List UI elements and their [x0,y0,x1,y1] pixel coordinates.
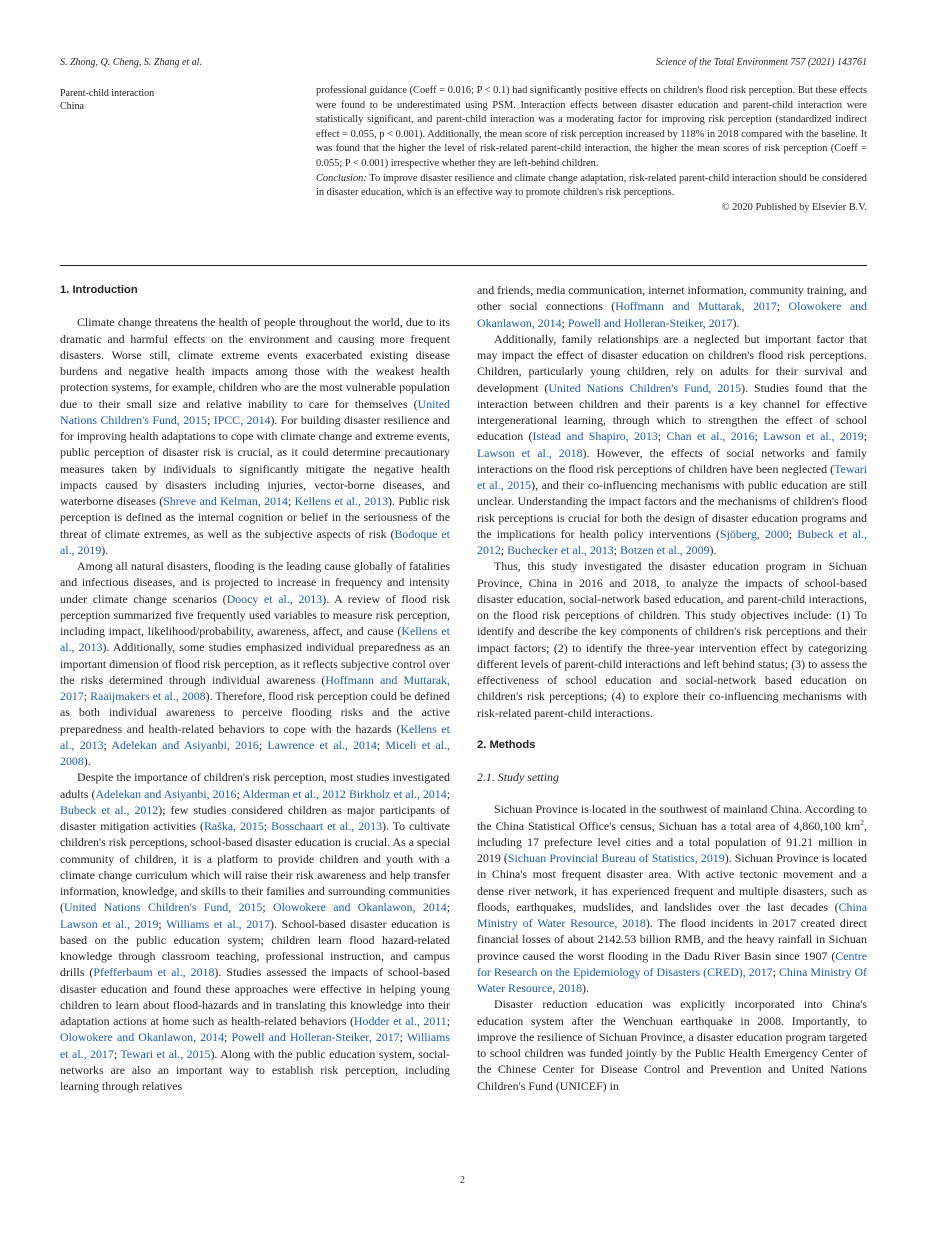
body-paragraph: Among all natural disasters, flooding is the leading cause globally of fatalities and infectious diseases, and is projected to increase in frequency and intensity under climate change scenarios (Doocy et al., 2013). A review of flood risk perception summarized five frequently used variables to measure risk perception, including impact, likelihood/probability, awareness, affect, and cause (Kellens et al., 2013). Additionally, some studies emphasized individual preparedness as an important dimension of flood risk perception, as it reflects subjective control over the risks determined through individual awareness (Hoffmann and Muttarak, 2017; Raaijmakers et al., 2008). Therefore, flood risk perception could be defined as both individual awareness to perceive flooding risks and the active preparedness and health-related behaviors to cope with the hazards (Kellens et al., 2013; Adelekan and Asiyanbi, 2016; Lawrence et al., 2014; Miceli et al., 2008). [60,559,451,768]
body-paragraph: Climate change threatens the health of people throughout the world, due to its dramatic and harmful effects on the environment and causing more frequent disasters. Worse still, climate extreme events exacerbated existing disease burdens and negative health impacts among those with the weakest health protection systems, for example, children who are the most vulnerable population due to their small size and relative inability to care for themselves (United Nations Children's Fund, 2015; IPCC, 2014). For building disaster resilience and for improving health adaptations to cope with climate change and extreme events, public perception of disaster risk is crucial, as it could determine precautionary measures taken by individuals to significantly mitigate the negative health impacts caused by disasters including injuries, vector-borne diseases, and waterborne diseases (Shreve and Kelman, 2014; Kellens et al., 2013). Public risk perception is defined as the internal cognition or belief in the seriousness of the threat of climate extremes, as well as the subjective aspects of risk (Bodoque et al., 2019). [60,315,450,557]
citation-link[interactable]: Hoffmann and Muttarak, 2017 [60,672,451,703]
citation-link[interactable]: Centre for Research on the Epidemiology of Disasters (CRED), 2017 [477,948,867,979]
citation-link[interactable]: Botzen et al., 2009 [620,543,710,557]
citation-link[interactable]: Bosschaart et al., 2013 [271,819,383,833]
citation-link[interactable]: Olowokere and Okanlawon, 2014 [477,299,867,330]
abstract-results: professional guidance (Coeff = 0.016; P < 0.1) had significantly positive effects on children's flood risk perception. But these effects were found to be underestimated using PSM. Interaction effects between disaster education and parent-child interaction were statistically significant, and parent-child interaction was a moderating factor for improving risk perception (standardized indirect effect = 0.055, p < 0.001). Additionally, the mean score of risk perception increased by 118% in 2018 compared with the baseline. It was found that the higher the level of risk-related parent-child interaction, the higher the mean scores of risk perception (Coeff = 0.055; P < 0.001) irrespective whether they are left-behind children. [316,85,867,169]
copyright: © 2020 Published by Elsevier B.V. [721,201,867,213]
body-paragraph: Additionally, family relationships are a neglected but important factor that may impact the effect of disaster education on children's flood risk perceptions. Children, particularly young children, rely on adults for their survival and development (United Nations Children's Fund, 2015). Studies found that the interaction between children and their parents is a key channel for effective intergenerational learning, through which to strengthen the effect of school education (Istead and Shapiro, 2013; Chan et al., 2016; Lawson et al., 2019; Lawson et al., 2018). However, the effects of social networks and family interactions on the flood risk perceptions of children have been neglected (Tewari et al., 2015), and their co-influencing mechanisms with public education are still unclear. Understanding the impact factors and the mechanisms of children's flood risk perceptions is crucial for both the design of disaster education programs and the implications for health policy interventions (Sjöberg, 2000; Bubeck et al., 2012; Buchecker et al., 2013; Botzen et al., 2009). [477,331,868,557]
body-paragraph: Despite the importance of children's risk perception, most studies investigated adults (Adelekan and Asiyanbi, 2016; Alderman et al., 2012 Birkholz et al., 2014; Bubeck et al., 2012); few studies considered children as major participants of disaster mitigation activities (Raška, 2015; Bosschaart et al., 2013). To cultivate children's risk perceptions, school-based disaster education is crucial. As a special community of children, it is a platform to provide children and youth with a climate change curriculum which will raise their risk awareness and help transfer information, knowledge, and skills to their families and surrounding communities (United Nations Children's Fund, 2015; Olowokere and Okanlawon, 2014; Lawson et al., 2019; Williams et al., 2017). School-based disaster education is based on the public education system; children learn flood hazard-related knowledge through classroom teaching, professional instruction, and campus drills (Pfefferbaum et al., 2018). Studies assessed the impacts of school-based disaster education and found these approaches were effective in helping young children to learn about flood-hazards and in translating this knowledge into their adaptation actions at home such as health-related behaviors (Hodder et al., 2011; Olowokere and Okanlawon, 2014; Powell and Holleran-Steiker, 2017; Williams et al., 2017; Tewari et al., 2015). Along with the public education system, social-networks are also an important way to establish risk perception, including learning through relatives [60,770,451,1093]
citation-link[interactable]: United Nations Children's Fund, 2015 [60,396,450,427]
citation-link[interactable]: Istead and Shapiro, 2013 [532,429,658,444]
citation-link[interactable]: Kellens et al., 2013 [60,624,450,655]
left-column [60,282,450,1094]
keywords [60,87,154,113]
body-paragraph: Sichuan Province is located in the southwest of mainland China. According to the China Statistical Office's census, Sichuan has a total area of 4,860,100 $km^2$, including 17 prefecture level cities and a total population of 91.21 million in 2019 (Sichuan Provincial Bureau of Statistics, 2019). Sichuan Province is located in China's most frequent disaster area. With active tectonic movement and a dense river network, it has experienced frequent and multiple disasters, such as floods, earthquakes, mudslides, and landslides over the last decades (China Ministry of Water Resource, 2018). The flood incidents in 2017 created direct financial losses of about 2142.53 billion RMB, and the heavy rainfall in Sichuan province caused the worst flooding in the Dadu River Basin since 1907 (Centre for Research on the Epidemiology of Disasters (CRED), 2017; China Ministry Of Water Resource, 2018). [477,802,867,995]
citation-link[interactable]: United Nations Children's Fund, 2015 [63,900,263,915]
citation-link[interactable]: Lawson et al., 2019 [60,916,159,931]
citation-link[interactable]: Tewari et al., 2015 [120,1046,211,1061]
body-paragraph: and friends, media communication, internet information, community training, and other social connections (Hoffmann and Muttarak, 2017; Olowokere and Okanlawon, 2014; Powell and Holleran-Steiker, 2017). [477,283,867,330]
body-paragraph: Thus, this study investigated the disaster education program in Sichuan Province, China in 2016 and 2018, to analyze the impacts of school-based disaster education, social-network based education, and parent-child interactions, on the flood risk perceptions of children. This study objectives include: (1) To identify and describe the key components of children's risk perceptions and their impact factors; (2) to identify the three-year intervention effect by categorizing different levels of parent-child interactions and left behind status; (3) to assess the effectiveness of school education and social-network based education on children's risk perceptions; (4) to explore their co-influencing mechanisms with risk-related parent-child interactions. [477,559,867,720]
citation-link[interactable]: Powell and Holleran-Steiker, 2017 [567,315,733,330]
citation-link[interactable]: Sjöberg, 2000 [720,526,789,541]
conclusion-text: To improve disaster resilience and climate change adaptation, risk-related parent-child interaction should be considered in disaster education, which is an effective way to promote children's risk perceptions. [316,172,867,199]
citation-link[interactable]: Williams et al., 2017 [60,1030,451,1061]
citation-link[interactable]: Raaijmakers et al., 2008 [90,689,206,703]
citation-link[interactable]: Hodder et al., 2011 [353,1014,447,1028]
citation-link[interactable]: United Nations Children's Fund, 2015 [548,380,742,395]
citation-link[interactable]: IPCC, 2014 [213,412,271,427]
abstract-conclusion [316,172,867,201]
methods-heading: 2. Methods [477,738,536,751]
citation-link[interactable]: Kellens et al., 2013 [60,721,450,752]
citation-link[interactable]: Pfefferbaum et al., 2018 [93,965,215,980]
body-paragraph: Disaster reduction education was explicitly incorporated into China's education system after the Wenchuan earthquake in 2008. Importantly, to improve the resilience of Sichuan Province, a disaster education program targeted to school children was funded jointly by the Public Health Emergency Center of the Chinese Center for Disease Control and Prevention and United Nations Children's Fund (UNICEF) in [477,997,867,1093]
keyword: China [60,101,84,112]
citation-link[interactable]: Bubeck et al., 2012 [477,526,867,557]
citation-link[interactable]: Raška, 2015 [204,819,264,833]
citation-link[interactable]: Buchecker et al., 2013 [507,543,614,557]
citation-link[interactable]: Lawson et al., 2019 [763,429,864,444]
citation-link[interactable]: Olowokere and Okanlawon, 2014 [273,900,447,915]
citation-link[interactable]: Chan et al., 2016 [666,429,755,444]
citation-link[interactable]: Alderman et al., 2012 Birkholz et al., 2014 [242,786,447,801]
citation-link[interactable]: Powell and Holleran-Steiker, 2017 [231,1030,400,1045]
citation-link[interactable]: China Ministry Of Water Resource, 2018 [477,964,867,995]
citation-link[interactable]: Adelekan and Asiyanbi, 2016 [95,786,237,801]
running-head-journal: Science of the Total Environment 757 (2021) 143761 [655,57,867,68]
citation-link[interactable]: Adelekan and Asiyanbi, 2016 [111,737,259,752]
superscript: 2 [860,817,865,827]
citation-link[interactable]: Shreve and Kelman, 2014 [163,494,288,508]
keyword: Parent-child interaction [60,88,155,99]
page-number: 2 [460,1175,465,1186]
citation-link[interactable]: Lawson et al., 2018 [477,445,583,460]
citation-link[interactable]: China Ministry of Water Resource, 2018 [477,899,867,930]
citation-link[interactable]: Williams et al., 2017 [166,916,271,931]
running-head-authors: S. Zhong, Q. Cheng, S. Zhang et al. [60,57,202,68]
citation-link[interactable]: Tewari et al., 2015 [477,461,867,492]
citation-link[interactable]: Hoffmann and Muttarak, 2017 [615,299,777,314]
citation-link[interactable]: Lawrence et al., 2014 [267,737,377,752]
right-column [477,282,867,1094]
citation-link[interactable]: Kellens et al., 2013 [294,494,389,508]
citation-link[interactable]: Doocy et al., 2013 [226,591,323,606]
citation-link[interactable]: Bodoque et al., 2019 [60,526,450,557]
citation-link[interactable]: Miceli et al., 2008 [60,737,451,768]
introduction-heading: 1. Introduction [60,284,138,296]
citation-link[interactable]: Bubeck et al., 2012 [60,802,159,817]
citation-link[interactable]: Olowokere and Okanlawon, 2014 [60,1030,225,1045]
section-divider [60,265,867,266]
abstract [316,84,867,215]
conclusion-label: Conclusion: [316,172,367,184]
citation-link[interactable]: Sichuan Provincial Bureau of Statistics, 2019 [507,851,725,865]
study-setting-subheading: 2.1. Study setting [477,770,559,784]
